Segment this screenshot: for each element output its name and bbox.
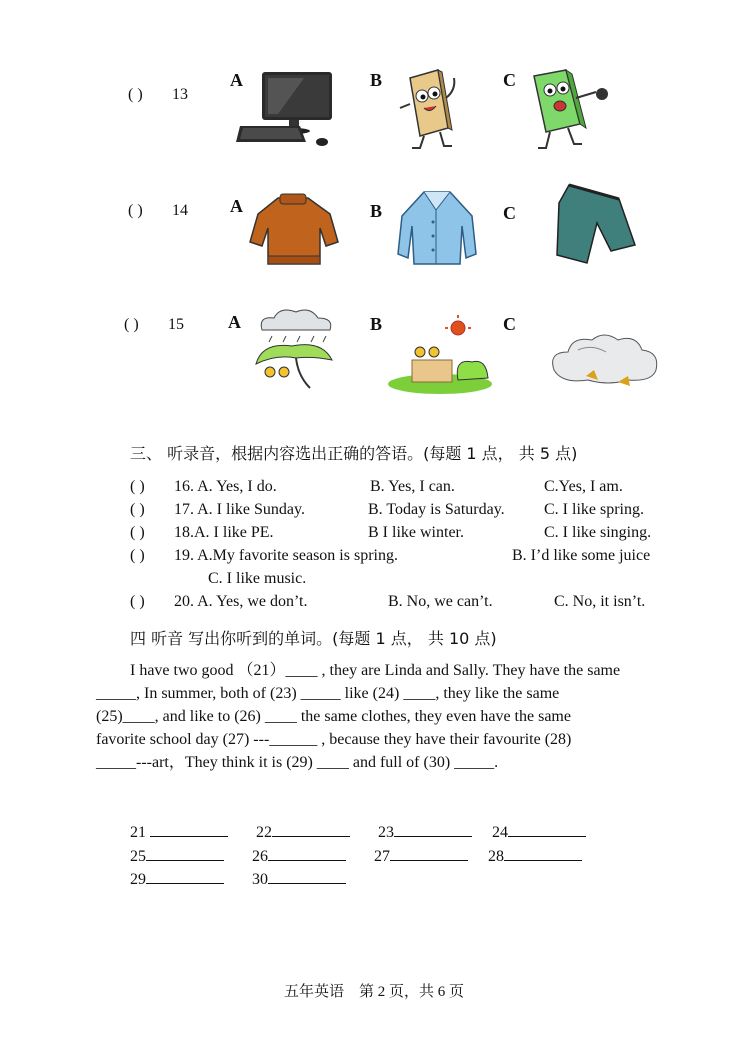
- q19-answer-paren[interactable]: ( ): [130, 547, 145, 564]
- answer-blank-29[interactable]: 29: [130, 869, 224, 889]
- q13-number: 13: [172, 86, 188, 103]
- section3-title: 三、 听录音，根据内容选出正确的答语。(每题 1 点， 共 5 点): [130, 444, 578, 463]
- windy-cloud-with-leaves-image[interactable]: [548, 330, 663, 392]
- q16-option-c: C.Yes, I am.: [544, 478, 623, 495]
- q13-answer-paren[interactable]: ( ): [128, 86, 143, 103]
- dictation-passage: [96, 659, 671, 774]
- q17-option-c: C. I like spring.: [544, 501, 644, 518]
- q20-answer-paren[interactable]: ( ): [130, 593, 145, 610]
- q19-option-c: C. I like music.: [208, 570, 307, 587]
- cartoon-book-singing-image[interactable]: [528, 68, 618, 153]
- answer-blank-27[interactable]: 27: [374, 846, 468, 866]
- passage-line-5: _____---art，They think it is (29) ____ and full of (30) _____.: [96, 754, 499, 771]
- q13-option-a-label: A: [230, 70, 243, 90]
- page-footer: 五年英语 第 2 页，共 6 页: [284, 984, 465, 1000]
- section4-title: 四 听音 写出你听到的单词。(每题 1 点， 共 10 点): [130, 629, 497, 648]
- shirt-image[interactable]: [396, 186, 481, 268]
- passage-line-3: (25)____, and like to (26) ____ the same clothes, they even have the same: [96, 708, 571, 725]
- answer-blank-21[interactable]: 21: [130, 822, 228, 842]
- answer-blank-28[interactable]: 28: [488, 846, 582, 866]
- q18-option-a: 18.A. I like PE.: [174, 524, 274, 541]
- q17-answer-paren[interactable]: ( ): [130, 501, 145, 518]
- q16-option-b: B. Yes, I can.: [370, 478, 455, 495]
- q15-option-c-label: C: [503, 314, 516, 334]
- q14-number: 14: [172, 202, 188, 219]
- q15-answer-paren[interactable]: ( ): [124, 316, 139, 333]
- q16-option-a: 16. A. Yes, I do.: [174, 478, 277, 495]
- answer-blank-30[interactable]: 30: [252, 869, 346, 889]
- rainy-tree-with-birds-image[interactable]: [252, 306, 342, 391]
- q15-option-b-label: B: [370, 314, 383, 334]
- sweater-image[interactable]: [250, 192, 340, 267]
- q18-option-c: C. I like singing.: [544, 524, 652, 541]
- sunny-grass-with-birds-image[interactable]: [388, 318, 498, 396]
- q14-answer-paren[interactable]: ( ): [128, 202, 143, 219]
- q14-option-b-label: B: [370, 201, 383, 221]
- q14-option-c-label: C: [503, 203, 516, 223]
- cartoon-book-waving-image[interactable]: [400, 68, 465, 153]
- answer-blank-26[interactable]: 26: [252, 846, 346, 866]
- q15-option-a-label: A: [228, 312, 241, 332]
- shorts-image[interactable]: [553, 185, 643, 270]
- q20-option-b: B. No, we can’t.: [388, 593, 493, 610]
- q17-option-a: 17. A. I like Sunday.: [174, 501, 305, 518]
- desktop-computer-image[interactable]: [234, 70, 334, 155]
- passage-line-4: favorite school day (27) ---______ , because they have their favourite (28): [96, 731, 572, 748]
- q19-option-a: 19. A.My favorite season is spring.: [174, 547, 398, 564]
- q18-option-b: B I like winter.: [368, 524, 464, 541]
- q15-number: 15: [168, 316, 184, 333]
- answer-blank-23[interactable]: 23: [378, 822, 472, 842]
- passage-line-1: I have two good （21）____ , they are Linda and Sally. They have the same: [130, 662, 621, 679]
- q16-answer-paren[interactable]: ( ): [130, 478, 145, 495]
- q14-option-a-label: A: [230, 196, 243, 216]
- answer-blank-25[interactable]: 25: [130, 846, 224, 866]
- q13-option-c-label: C: [503, 70, 516, 90]
- q19-option-b: B. I’d like some juice: [512, 547, 651, 564]
- q20-option-c: C. No, it isn’t.: [554, 593, 646, 610]
- q18-answer-paren[interactable]: ( ): [130, 524, 145, 541]
- answer-blank-22[interactable]: 22: [256, 822, 350, 842]
- passage-line-2: _____, In summer, both of (23) _____ like (24) ____, they like the same: [96, 685, 560, 702]
- q13-option-b-label: B: [370, 70, 383, 90]
- q17-option-b: B. Today is Saturday.: [368, 501, 505, 518]
- q20-option-a: 20. A. Yes, we don’t.: [174, 593, 308, 610]
- answer-blank-24[interactable]: 24: [492, 822, 586, 842]
